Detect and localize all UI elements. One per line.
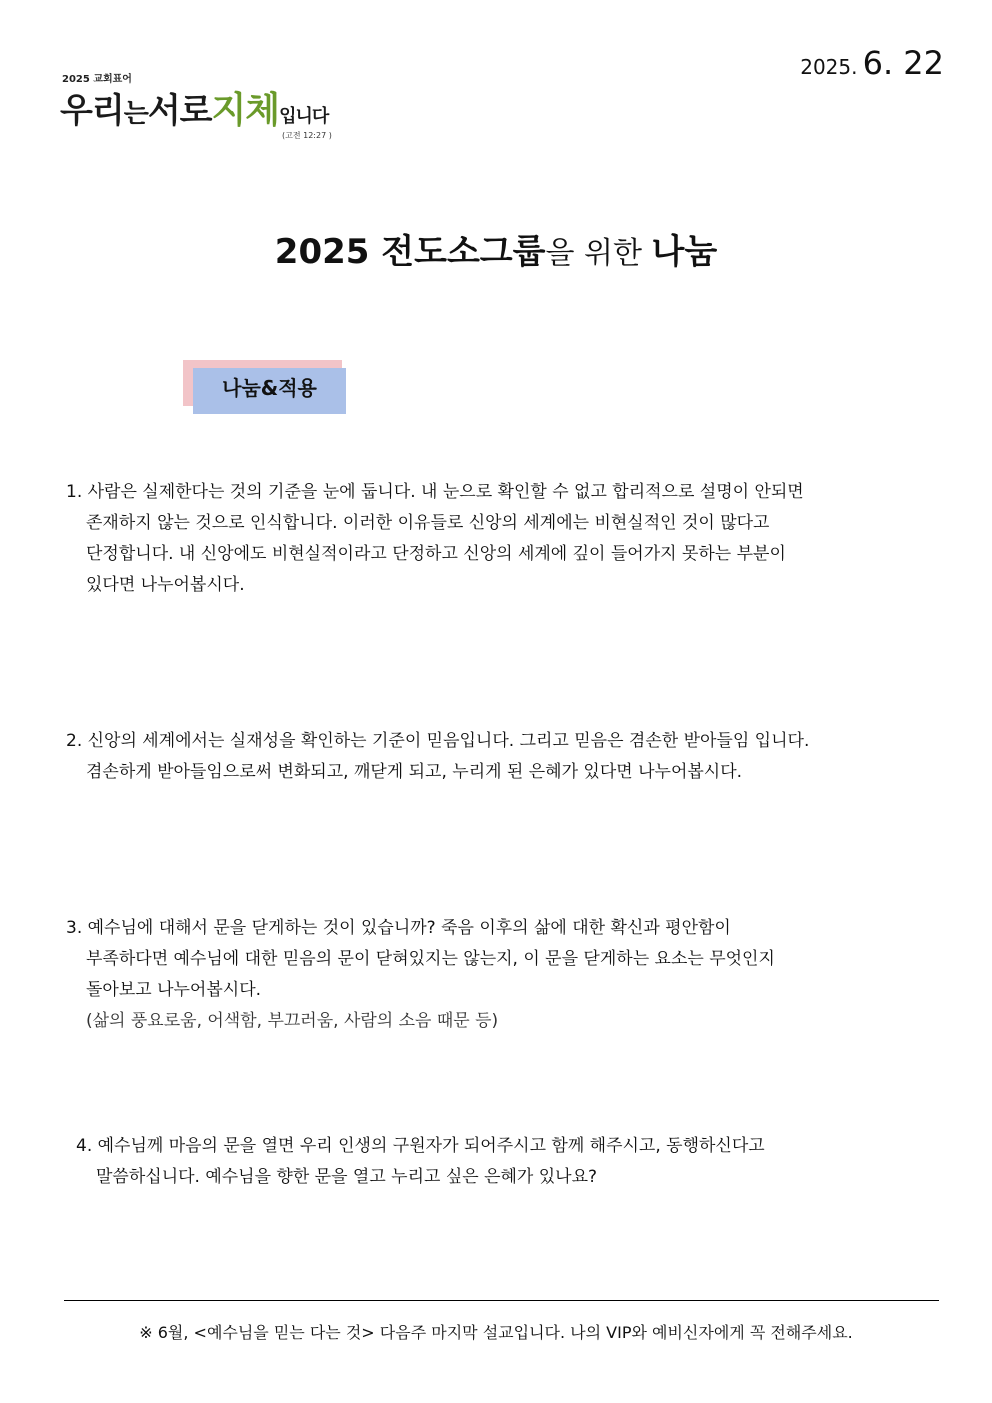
- document-date: [800, 44, 944, 82]
- section-tag-label: 나눔&적용: [222, 376, 317, 400]
- church-motto-logo: [60, 68, 360, 148]
- question-3-line-1: 3. 예수님에 대해서 문을 닫게하는 것이 있습니까? 죽음 이후의 삶에 대한 확신과 평안함이: [66, 918, 731, 938]
- question-1-line-4: 있다면 나누어봅시다.: [86, 575, 245, 595]
- footer-divider: [64, 1300, 939, 1301]
- question-3-line-3: 돌아보고 나누어봅시다.: [86, 980, 262, 1000]
- title-part1: 2025 전도소그룹: [274, 232, 546, 272]
- logo-motto-text: [60, 82, 328, 133]
- logo-scripture-ref: (고전 12:27 ): [282, 131, 332, 140]
- logo-text-part3: 서로: [147, 91, 212, 131]
- question-3-line-2: 부족하다면 예수님에 대한 믿음의 문이 닫혀있지는 않는지, 이 문을 닫게하는 요소는 무엇인지: [86, 949, 775, 969]
- question-1-line-3: 단정합니다. 내 신앙에도 비현실적이라고 단정하고 신앙의 세계에 깊이 들어가지 못하는 부분이: [86, 544, 786, 564]
- logo-text-part5: 입니다: [279, 106, 329, 127]
- question-4-line-1: 4. 예수님께 마음의 문을 열면 우리 인생의 구원자가 되어주시고 함께 해주시고, 동행하신다고: [76, 1136, 765, 1156]
- question-1-line-1: 1. 사람은 실제한다는 것의 기준을 눈에 둡니다. 내 눈으로 확인할 수 없고 합리적으로 설명이 안되면: [66, 482, 804, 502]
- question-1: [66, 477, 804, 601]
- logo-text-part2: 는: [123, 99, 148, 129]
- footer-notice: ※ 6월, <예수님을 믿는 다는 것> 다음주 마지막 설교입니다. 나의 VIP와 예비신자에게 꼭 전해주세요.: [139, 1323, 853, 1342]
- question-2: [66, 726, 809, 788]
- date-year: 2025.: [800, 55, 858, 79]
- question-4: [76, 1131, 765, 1193]
- title-part3: 나눔: [651, 232, 718, 272]
- logo-text-part4: 지체: [211, 90, 280, 131]
- question-4-line-2: 말씀하십니다. 예수님을 향한 문을 열고 누리고 싶은 은혜가 있나요?: [96, 1167, 598, 1187]
- question-2-line-2: 겸손하게 받아들임으로써 변화되고, 깨닫게 되고, 누리게 된 은혜가 있다면 나누어봅시다.: [86, 762, 743, 782]
- logo-text-part1: 우리: [60, 91, 124, 131]
- question-1-line-2: 존재하지 않는 것으로 인식합니다. 이러한 이유들로 신앙의 세계에는 비현실적인 것이 많다고: [86, 513, 770, 533]
- title-part2: 을 위한: [545, 236, 652, 271]
- page-title: [0, 224, 992, 273]
- question-2-line-1: 2. 신앙의 세계에서는 실재성을 확인하는 기준이 믿음입니다. 그리고 믿음은 겸손한 받아들임 입니다.: [66, 731, 810, 751]
- date-month-day: 6. 22: [862, 44, 944, 82]
- question-3: [66, 913, 775, 1037]
- question-3-note: (삶의 풍요로움, 어색함, 부끄러움, 사람의 소음 때문 등): [86, 1011, 499, 1031]
- logo-year-caption: 2025 교회표어: [62, 74, 132, 85]
